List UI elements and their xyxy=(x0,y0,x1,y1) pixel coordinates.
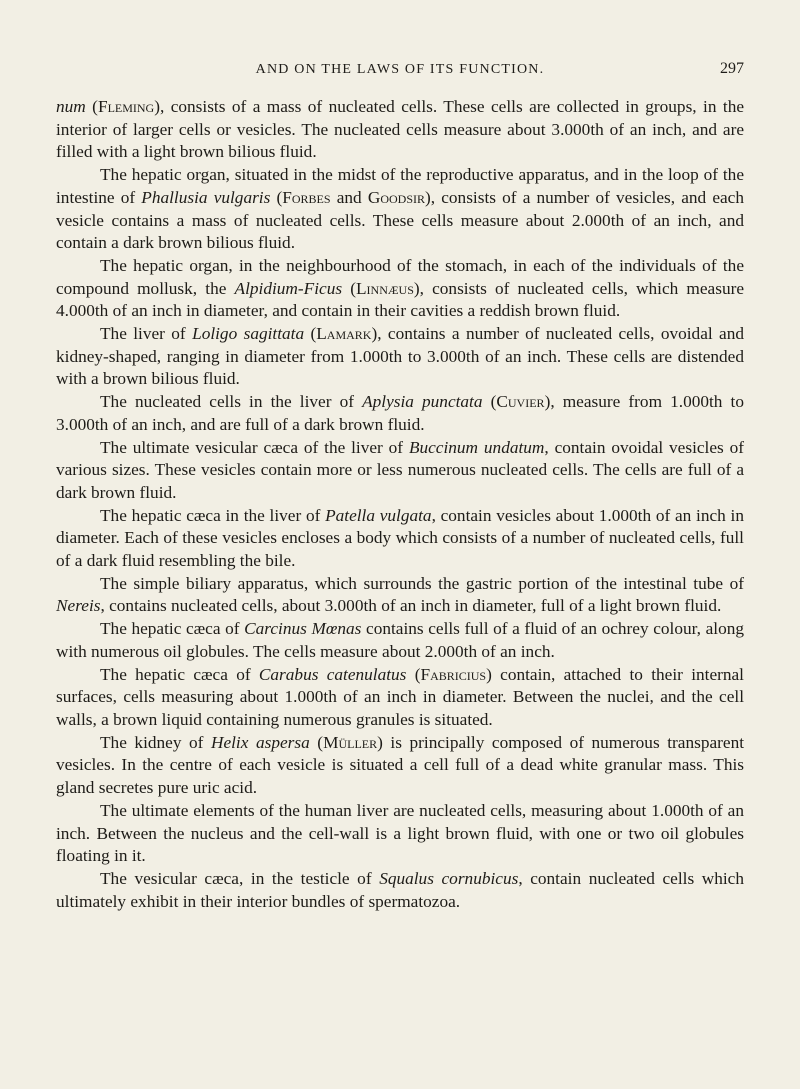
author-name: Goodsir xyxy=(367,187,425,207)
page-number: 297 xyxy=(720,60,744,77)
paragraph xyxy=(56,255,744,323)
text-run: , contain vesicles about 1.000th of an inch in diameter. Each of these vesicles encloses a body which consists of a number of nucleated cells, full of a dark fluid resembling the bile. xyxy=(56,505,744,571)
author-name: Cuvier xyxy=(496,392,545,412)
italic-text: Aplysia punctata xyxy=(362,392,483,412)
paragraph xyxy=(56,800,744,868)
author-name: Fabricius xyxy=(420,664,487,684)
running-title: AND ON THE LAWS OF ITS FUNCTION. xyxy=(255,62,545,77)
text-run: ), consists of a mass of nucleated cells. These cells are collected in groups, in the interior of larger cells or vesicles. The nucleated cells measure about 3.000th of an inch, and are filled with a light brown bilious fluid. xyxy=(56,97,745,162)
paragraph xyxy=(56,618,744,663)
italic-text: Loligo sagittata xyxy=(192,324,305,344)
italic-text: Buccinum undatum xyxy=(408,437,545,457)
text-run: The kidney of xyxy=(100,732,211,752)
paragraph xyxy=(56,323,744,391)
paragraph xyxy=(56,732,744,800)
page-header xyxy=(56,52,744,82)
body-text xyxy=(56,96,744,913)
text-run: ( xyxy=(85,97,98,116)
paragraph xyxy=(56,164,744,255)
text-run: ) contain, attached to their internal surfaces, cells measuring about 1.000th of an inch in diameter. Between the nuclei, and the cell walls, a brown liquid containing numerous granules is situated. xyxy=(56,664,744,729)
text-run: The hepatic cæca in the liver of xyxy=(100,505,326,525)
text-run: The vesicular cæca, in the testicle of xyxy=(100,868,380,888)
text-run: ), consists of a number of vesicles, and each vesicle contains a mass of nucleated cells. These cells measure about 2.000th of an inch, and contain a dark brown bilious fluid. xyxy=(56,187,744,253)
italic-text: Squalus cornubicus xyxy=(379,868,519,888)
paragraph xyxy=(56,391,744,436)
paragraph xyxy=(56,868,744,913)
paragraph xyxy=(56,505,744,573)
author-name: Forbes xyxy=(282,187,331,207)
text-run: The simple biliary apparatus, which surrounds the gastric portion of the intestinal tube of xyxy=(100,573,744,593)
text-run: The ultimate elements of the human liver are nucleated cells, measuring about 1.000th of an inch. Between the nucleus and the cell-wall is a light brown fluid, with one or two oil globules floating in it. xyxy=(56,800,744,866)
text-run: The hepatic cæca of xyxy=(100,664,259,684)
text-run: The ultimate vesicular cæca of the liver of xyxy=(100,437,409,457)
author-name: Linnæus xyxy=(355,278,414,298)
italic-text: Phallusia vulgaris xyxy=(141,187,271,207)
text-run: , contain nucleated cells which ultimately exhibit in their interior bundles of spermatozoa. xyxy=(56,868,744,911)
text-run: ) is principally composed of numerous transparent vesicles. In the centre of each vesicle is situated a cell full of a dead white granular mass. This gland secretes pure uric acid. xyxy=(56,732,745,798)
text-run: ( xyxy=(406,664,421,684)
paragraph xyxy=(56,437,744,505)
text-run: ), contains a number of nucleated cells, ovoidal and kidney-shaped, ranging in diameter from 1.000th to 3.000th of an inch. These cells are distended with a brown bilious fluid. xyxy=(56,324,744,389)
paragraph xyxy=(56,664,744,732)
text-run: The hepatic organ, situated in the midst of the reproductive apparatus, and in the loop of the intestine of xyxy=(56,165,744,207)
text-run: ( xyxy=(309,732,324,752)
text-run: , contain ovoidal vesicles of various sizes. These vesicles contain more or less numerous nucleated cells. The cells are full of a dark brown fluid. xyxy=(56,437,745,502)
text-run: ( xyxy=(342,278,356,298)
italic-text: Helix aspersa xyxy=(210,732,310,752)
text-run: The hepatic cæca of xyxy=(100,619,245,639)
paragraph xyxy=(56,96,744,164)
italic-text: Carcinus Mœnas xyxy=(244,619,362,639)
author-name: Müller xyxy=(323,732,378,752)
author-name: Fleming xyxy=(97,97,155,116)
text-run: The hepatic organ, in the neighbourhood of the stomach, in each of the individuals of the compound mollusk, the xyxy=(56,255,744,298)
italic-text: num xyxy=(56,97,86,116)
text-run: ( xyxy=(304,324,317,344)
text-run: ( xyxy=(482,392,497,412)
text-run: The liver of xyxy=(100,324,193,344)
italic-text: Patella vulgata xyxy=(325,505,432,525)
text-run: ), measure from 1.000th to 3.000th of an inch, and are full of a dark brown fluid. xyxy=(56,392,744,434)
italic-text: Nereis xyxy=(56,596,101,616)
text-run: The nucleated cells in the liver of xyxy=(100,392,363,412)
italic-text: Carabus catenulatus xyxy=(258,664,407,684)
paragraph xyxy=(56,573,744,618)
author-name: Lamark xyxy=(316,324,372,344)
text-run: and xyxy=(330,187,368,207)
text-run: ), consists of nucleated cells, which measure 4.000th of an inch in diameter, and contain in their cavities a reddish brown fluid. xyxy=(56,278,745,321)
text-run: contains cells full of a fluid of an ochrey colour, along with numerous oil globules. The cells measure about 2.000th of an inch. xyxy=(56,619,744,661)
italic-text: Alpidium-Ficus xyxy=(234,278,343,298)
text-run: ( xyxy=(270,187,283,207)
text-run: , contains nucleated cells, about 3.000th of an inch in diameter, full of a light brown fluid. xyxy=(100,596,722,616)
